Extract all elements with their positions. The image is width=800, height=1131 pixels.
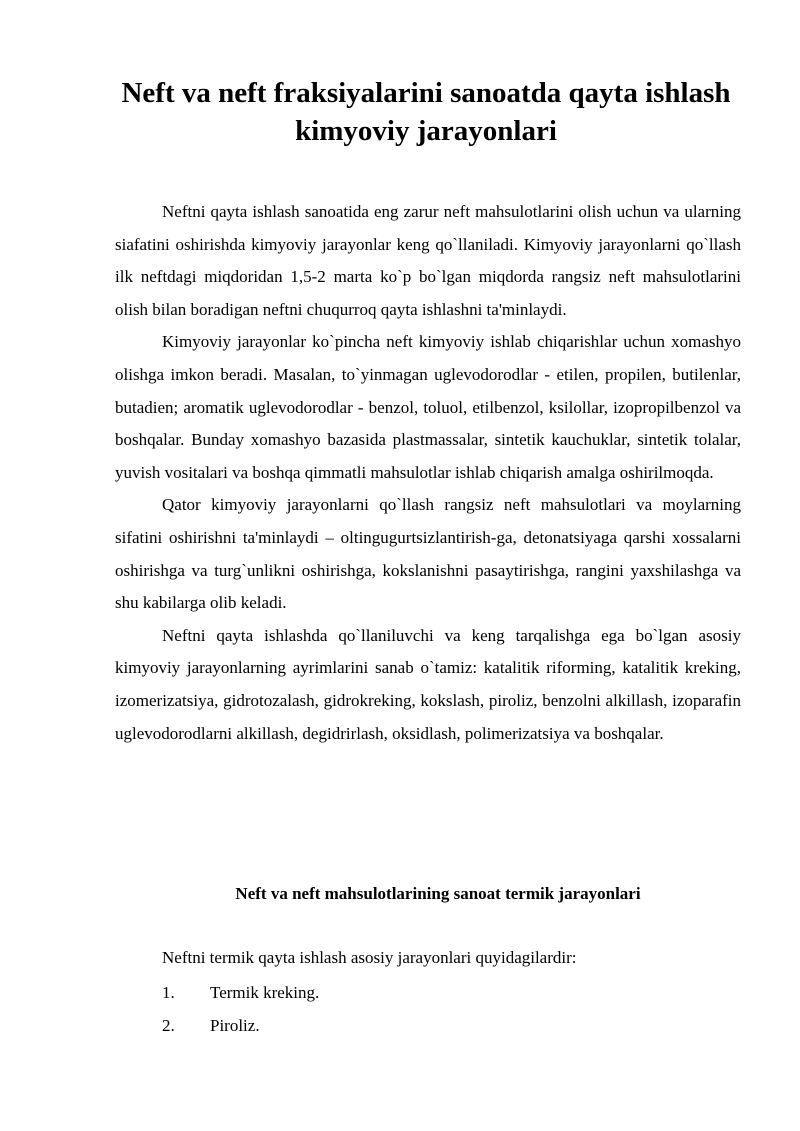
section-intro: Neftni termik qayta ishlash asosiy jarayonlari quyidagilardir: bbox=[162, 948, 577, 967]
list-item-text: Piroliz. bbox=[210, 1016, 260, 1035]
list-item bbox=[162, 976, 319, 1009]
body-text bbox=[115, 196, 741, 750]
process-list bbox=[162, 976, 319, 1042]
page-title: Neft va neft fraksiyalarini sanoatda qayta ishlash kimyoviy jarayonlari bbox=[121, 77, 731, 147]
section-heading: Neft va neft mahsulotlarining sanoat termik jarayonlari bbox=[235, 884, 641, 903]
list-item bbox=[162, 1009, 319, 1042]
paragraph-4: Neftni qayta ishlashda qo`llaniluvchi va keng tarqalishga ega bo`lgan asosiy kimyoviy jarayonlarning ayrimlarini sanab o`tamiz: katalitik riforming, katalitik kreking, izomerizatsiya, gidrotozalash, gidrokreking, kokslash, piroliz, benzolni alkillash, izoparafin uglevodorodlarni alkillash, degidrirlash, oksidlash, polimerizatsiya va boshqalar. bbox=[115, 625, 741, 743]
paragraph-3: Qator kimyoviy jarayonlarni qo`llash rangsiz neft mahsulotlari va moylarning sifatini oshirishni ta'minlaydi – oltingugurtsizlantirish-ga, detonatsiyaga qarshi xossalarni oshirishga va turg`unlikni oshirishga, kokslanishni pasaytirishga, rangini yaxshilashga va shu kabilarga olib keladi. bbox=[115, 495, 741, 613]
list-item-text: Termik kreking. bbox=[210, 983, 320, 1002]
paragraph-1: Neftni qayta ishlash sanoatida eng zarur neft mahsulotlarini olish uchun va ularning siafatini oshirishda kimyoviy jarayonlar keng qo`llaniladi. Kimyoviy jarayonlarni qo`llash ilk neftdagi miqdoridan 1,5-2 marta ko`p bo`lgan miqdorda rangsiz neft mahsulotlarini olish bilan boradigan neftni chuqurroq qayta ishlashni ta'minlaydi. bbox=[115, 202, 741, 319]
paragraph-2: Kimyoviy jarayonlar ko`pincha neft kimyoviy ishlab chiqarishlar uchun xomashyo olishga imkon beradi. Masalan, to`yinmagan uglevodorodlar - etilen, propilen, butilenlar, butadien; aromatik uglevodorodlar - benzol, toluol, etilbenzol, ksilollar, izopropilbenzol va boshqalar. Bunday xomashyo bazasida plastmassalar, sintetik kauchuklar, sintetik tolalar, yuvish vositalari va boshqa qimmatli mahsulotlar ishlab chiqarish amalga oshirilmoqda. bbox=[115, 332, 741, 482]
list-item-number: 1. bbox=[162, 983, 175, 1002]
list-item-number: 2. bbox=[162, 1016, 175, 1035]
